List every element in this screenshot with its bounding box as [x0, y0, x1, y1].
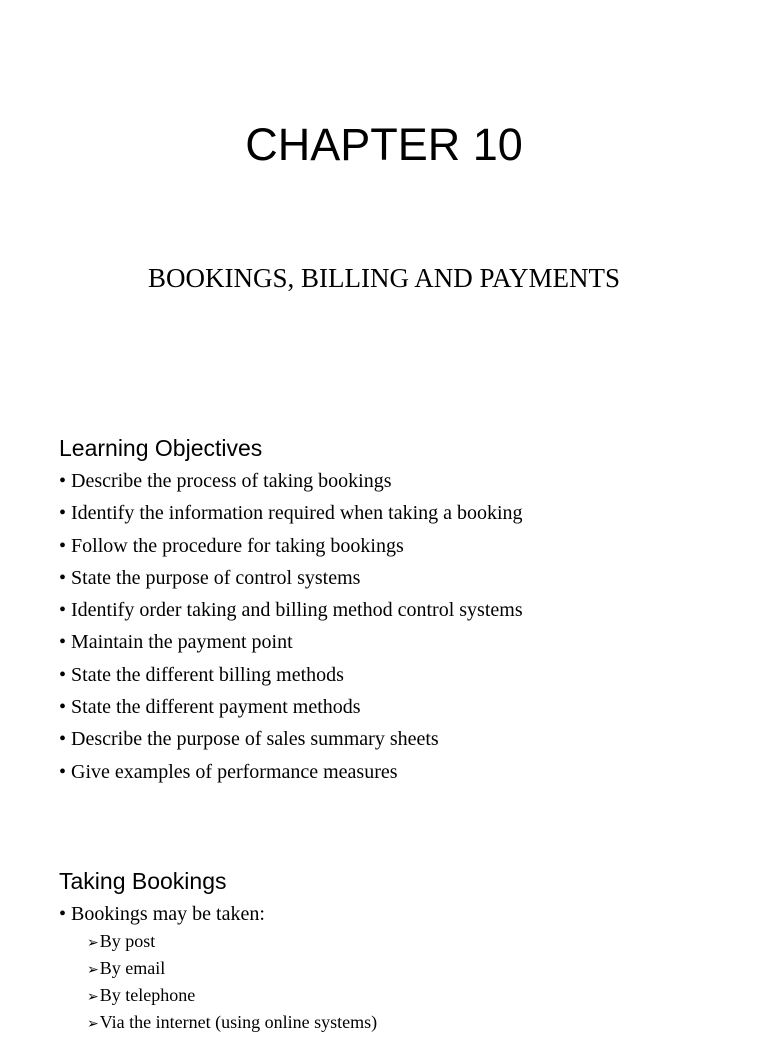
bullet-icon: • — [59, 903, 67, 925]
list-item — [87, 929, 377, 956]
method-text: By email — [99, 958, 166, 978]
objective-text: Follow the procedure for taking bookings — [71, 534, 404, 557]
objective-text: Identify the information required when taking a booking — [71, 502, 523, 525]
taking-bookings-list — [59, 898, 265, 930]
chapter-title: CHAPTER 10 — [245, 119, 523, 170]
bullet-icon: • — [59, 534, 67, 557]
bullet-icon: • — [59, 599, 67, 622]
bookings-intro: Bookings may be taken: — [71, 903, 265, 925]
objective-text: State the different payment methods — [71, 696, 361, 719]
list-item — [59, 723, 523, 755]
list-item — [87, 983, 377, 1010]
bullet-icon: • — [59, 728, 67, 751]
list-item — [87, 956, 377, 983]
taking-bookings-heading: Taking Bookings — [59, 868, 227, 894]
list-item — [59, 659, 523, 691]
list-item — [59, 756, 523, 788]
list-item — [59, 691, 523, 723]
bullet-icon: • — [59, 502, 67, 525]
learning-objectives-list — [59, 465, 523, 788]
list-item — [59, 898, 265, 930]
bullet-icon: • — [59, 566, 67, 589]
list-item — [59, 626, 523, 658]
objective-text: State the different billing methods — [71, 663, 344, 686]
list-item — [59, 465, 523, 497]
booking-methods-list — [87, 929, 377, 1037]
bullet-icon: • — [59, 470, 67, 492]
method-text: Via the internet (using online systems) — [99, 1012, 378, 1032]
list-item — [59, 594, 523, 626]
list-item — [59, 562, 523, 594]
objective-text: Give examples of performance measures — [71, 760, 398, 783]
bullet-icon: • — [59, 760, 67, 783]
objective-text: State the purpose of control systems — [71, 566, 361, 589]
objective-text: Identify order taking and billing method control systems — [71, 599, 523, 622]
method-text: By post — [99, 931, 156, 951]
bullet-icon: • — [59, 663, 67, 686]
chapter-subtitle: BOOKINGS, BILLING AND PAYMENTS — [147, 263, 621, 293]
arrow-bullet-icon: ➢ — [87, 1016, 99, 1032]
objective-text: Maintain the payment point — [71, 631, 293, 654]
bullet-icon: • — [59, 696, 67, 719]
arrow-bullet-icon: ➢ — [87, 962, 99, 978]
method-text: By telephone — [99, 985, 196, 1005]
list-item — [59, 530, 523, 562]
arrow-bullet-icon: ➢ — [87, 935, 99, 951]
objective-text: Describe the process of taking bookings — [71, 470, 392, 492]
bullet-icon: • — [59, 631, 67, 654]
objective-text: Describe the purpose of sales summary sheets — [71, 728, 439, 751]
arrow-bullet-icon: ➢ — [87, 989, 99, 1005]
list-item — [59, 497, 523, 529]
learning-objectives-heading: Learning Objectives — [59, 435, 263, 461]
